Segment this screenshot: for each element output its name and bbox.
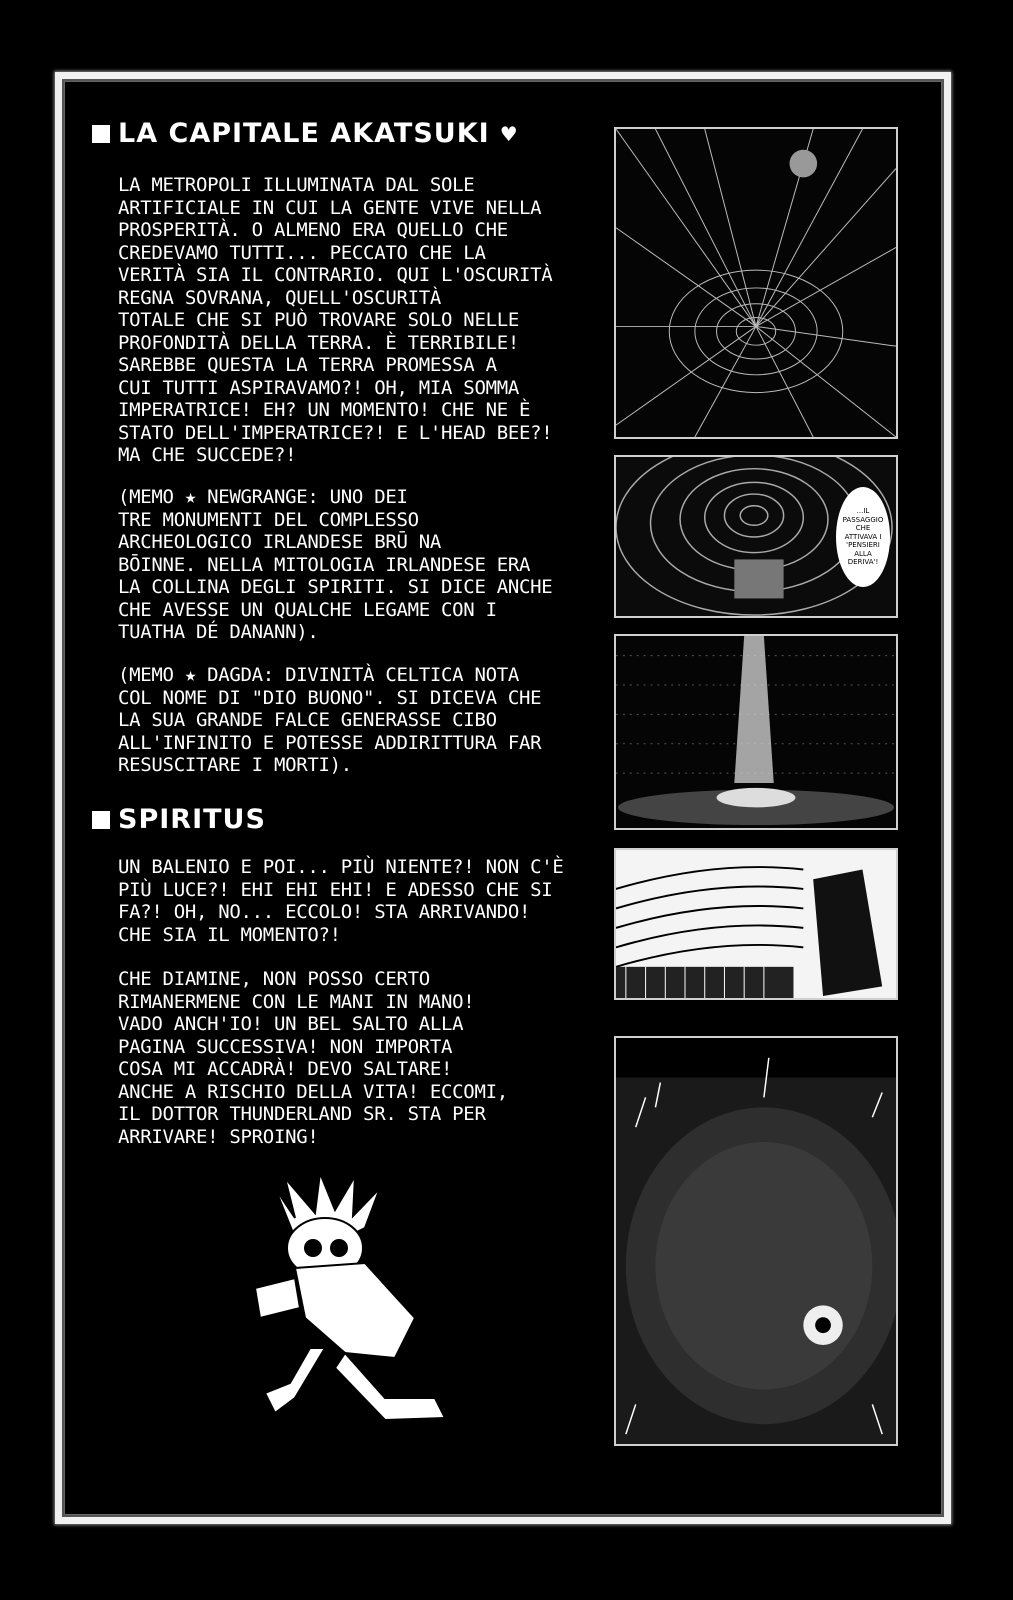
- dark-eye-illustration: [616, 1038, 896, 1444]
- manga-panel-dark-eye: [614, 1036, 898, 1446]
- manga-panel-organ: [614, 848, 898, 1000]
- speech-bubble: ...IL PASSAGGIO CHE ATTIVAVA I 'PENSIERI ALLA DERIVA'!: [836, 487, 890, 587]
- manga-panel-spiral: [614, 455, 898, 618]
- memo-dagda-paragraph: (MEMO ★ DAGDA: DIVINITÀ CELTICA NOTA COL NOME DI "DIO BUONO". SI DICEVA CHE LA SUA GRANDE FALCE GENERASSE CIBO ALL'INFINITO E POTESSE ADDIRITTURA FAR RESUSCITARE I MORTI).: [118, 664, 542, 776]
- radial-rays-illustration: [616, 129, 896, 437]
- doctor-thunderland-illustration: [235, 1168, 465, 1438]
- spiritus-paragraph-1: UN BALENIO E POI... PIÙ NIENTE?! NON C'È PIÙ LUCE?! EHI EHI EHI! E ADESSO CHE SI FA?! OH, NO... ECCOLO! STA ARRIVANDO! CHE SIA IL MOMENTO?!: [118, 856, 564, 946]
- bullet-square-icon: [92, 125, 110, 143]
- section-title-spiritus: [92, 804, 266, 835]
- memo-newgrange-paragraph: (MEMO ★ NEWGRANGE: UNO DEI TRE MONUMENTI DEL COMPLESSO ARCHEOLOGICO IRLANDESE BRŪ NA BŌINNE. NELLA MITOLOGIA IRLANDESE ERA LA COLLINA DEGLI SPIRITI. SI DICE ANCHE CHE AVESSE UN QUALCHE LEGAME CON I TUATHA DÉ DANANN).: [118, 486, 553, 643]
- spiritus-paragraph-2: CHE DIAMINE, NON POSSO CERTO RIMANERMENE CON LE MANI IN MANO! VADO ANCH'IO! UN BEL SALTO ALLA PAGINA SUCCESSIVA! NON IMPORTA COSA MI ACCADRÀ! DEVO SALTARE! ANCHE A RISCHIO DELLA VITA! ECCOMI, IL DOTTOR THUNDERLAND SR. STA PER ARRIVARE! SPROING!: [118, 968, 508, 1148]
- manga-panel-light-pillar: [614, 634, 898, 830]
- section-title-akatsuki: [92, 118, 519, 149]
- bullet-square-icon: [92, 811, 110, 829]
- manga-panel-tunnel-rays: [614, 127, 898, 439]
- organ-player-illustration: [616, 850, 896, 998]
- section-title-text: LA CAPITALE AKATSUKI: [118, 118, 490, 149]
- section-title-text: SPIRITUS: [118, 804, 266, 835]
- light-pillar-illustration: [616, 636, 896, 828]
- akatsuki-paragraph-1: LA METROPOLI ILLUMINATA DAL SOLE ARTIFICIALE IN CUI LA GENTE VIVE NELLA PROSPERITÀ. O ALMENO ERA QUELLO CHE CREDEVAMO TUTTI... PECCATO CHE LA VERITÀ SIA IL CONTRARIO. QUI L'OSCURITÀ REGNA SOVRANA, QUELL'OSCURITÀ TOTALE CHE SI PUÒ TROVARE SOLO NELLE PROFONDITÀ DELLA TERRA. È TERRIBILE! SAREBBE QUESTA LA TERRA PROMESSA A CUI TUTTI ASPIRAVAMO?! OH, MIA SOMMA IMPERATRICE! EH? UN MOMENTO! CHE NE È STATO DELL'IMPERATRICE?! E L'HEAD BEE?! MA CHE SUCCEDE?!: [118, 174, 553, 466]
- doctor-figure: [235, 1168, 465, 1438]
- heart-icon: ♥: [499, 121, 519, 146]
